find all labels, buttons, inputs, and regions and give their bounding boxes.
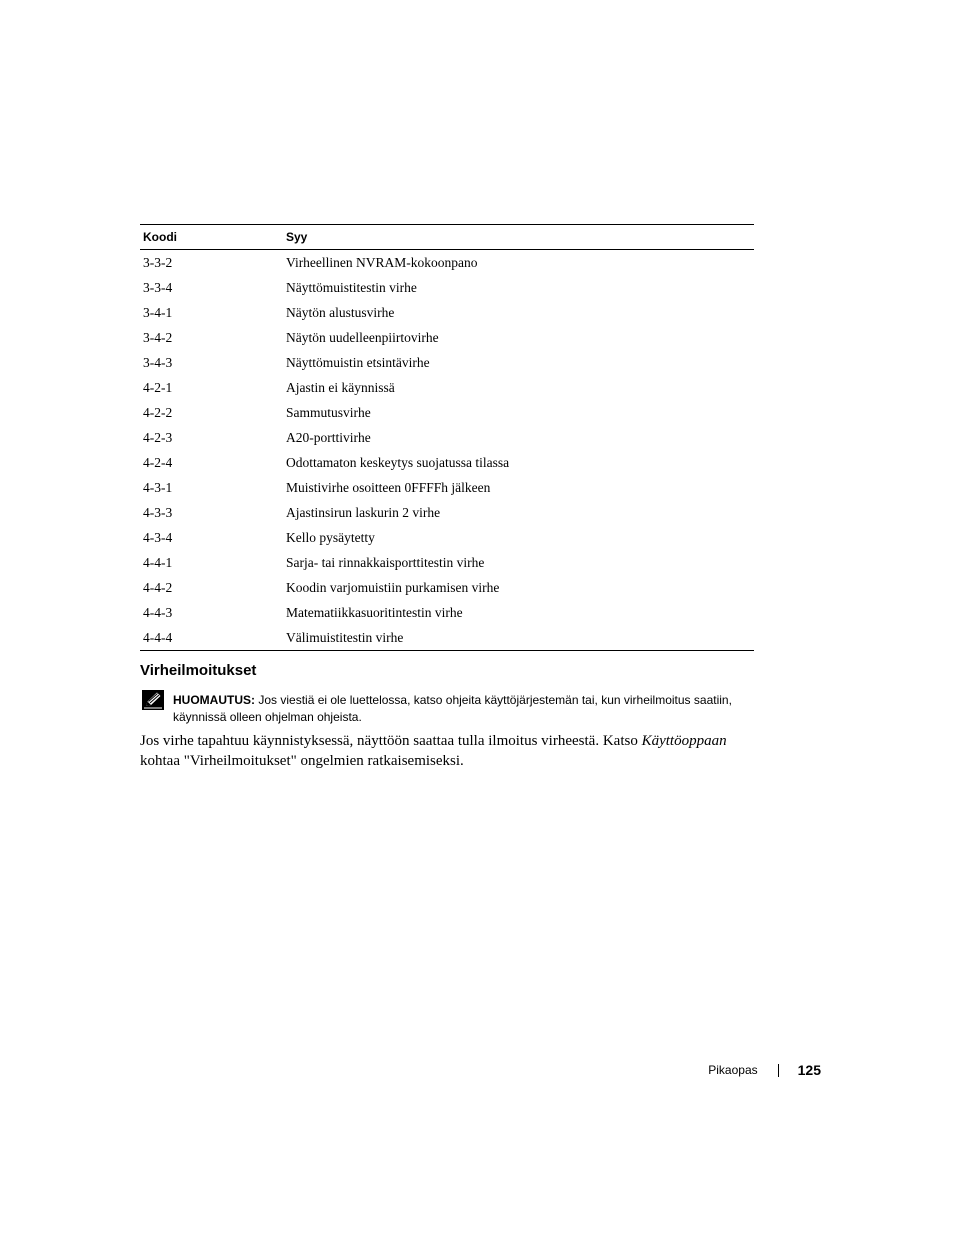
table-row [140,325,754,350]
code-cell: 4-4-2 [143,579,173,595]
code-cell: 4-3-1 [143,479,173,495]
user-guide-reference: Käyttöoppaan [641,733,727,749]
code-cell: 4-2-2 [143,404,173,420]
page-footer [708,1062,821,1078]
code-cell: 3-4-2 [143,329,173,345]
page-number: 125 [797,1062,821,1078]
table-row [140,250,754,276]
table-row [140,625,754,651]
body-text-start: Jos virhe tapahtuu käynnistyksessä, näyttöön saattaa tulla ilmoitus virheestä. Katso [140,733,642,749]
table-row [140,375,754,400]
code-cell: 4-2-1 [143,379,173,395]
code-cell: 4-3-4 [143,529,173,545]
cause-cell: Matematiikkasuoritintestin virhe [286,604,463,620]
code-cell: 3-3-4 [143,279,173,295]
table-header-row [140,225,754,250]
cause-cell: Näytön alustusvirhe [286,304,395,320]
table-row [140,400,754,425]
table-row [140,575,754,600]
cause-cell: Odottamaton keskeytys suojatussa tilassa [286,454,510,470]
code-column-header: Koodi [143,230,177,244]
cause-cell: Sarja- tai rinnakkaisporttitestin virhe [286,554,485,570]
cause-cell: Koodin varjomuistiin purkamisen virhe [286,579,500,595]
cause-cell: Muistivirhe osoitteen 0FFFFh jälkeen [286,479,491,495]
table-body [140,250,754,651]
table-row [140,450,754,475]
body-paragraph [140,732,760,771]
table-row [140,300,754,325]
table-row [140,550,754,575]
note-body: Jos viestiä ei ole luettelossa, katso ohjeita käyttöjärjestemän tai, kun virheilmoitus saatiin, käynnissä olleen ohjelman ohjeista. [173,693,732,724]
table-row [140,425,754,450]
table-row [140,475,754,500]
cause-cell: Sammutusvirhe [286,404,371,420]
beep-code-table-container [140,224,754,651]
footer-label: Pikaopas [708,1063,758,1077]
code-cell: 4-4-4 [143,629,173,645]
code-cell: 4-3-3 [143,504,173,520]
table-row [140,350,754,375]
table-row [140,500,754,525]
code-cell: 3-3-2 [143,254,173,270]
code-cell: 3-4-1 [143,304,173,320]
code-cell: 4-4-3 [143,604,173,620]
cause-cell: Näytön uudelleenpiirtovirhe [286,329,439,345]
cause-cell: Näyttömuistin etsintävirhe [286,354,430,370]
cause-cell: Välimuistitestin virhe [286,629,404,645]
code-cell: 4-2-3 [143,429,173,445]
table-row [140,525,754,550]
cause-cell: Kello pysäytetty [286,529,375,545]
cause-cell: Ajastin ei käynnissä [286,379,395,395]
code-cell: 4-4-1 [143,554,173,570]
beep-code-table [140,224,754,651]
cause-cell: Virheellinen NVRAM-kokoonpano [286,254,478,270]
section-heading: Virheilmoitukset [140,662,257,679]
table-row [140,275,754,300]
code-cell: 4-2-4 [143,454,173,470]
pencil-note-icon [142,690,164,710]
code-cell: 3-4-3 [143,354,173,370]
note-label: HUOMAUTUS: [173,693,255,707]
footer-divider [778,1064,779,1077]
cause-cell: Ajastinsirun laskurin 2 virhe [286,504,441,520]
cause-column-header: Syy [286,230,308,244]
note-text [173,692,778,726]
body-text-end: kohtaa "Virheilmoitukset" ongelmien ratkaisemiseksi. [140,752,464,769]
table-row [140,600,754,625]
cause-cell: A20-porttivirhe [286,429,371,445]
cause-cell: Näyttömuistitestin virhe [286,279,417,295]
